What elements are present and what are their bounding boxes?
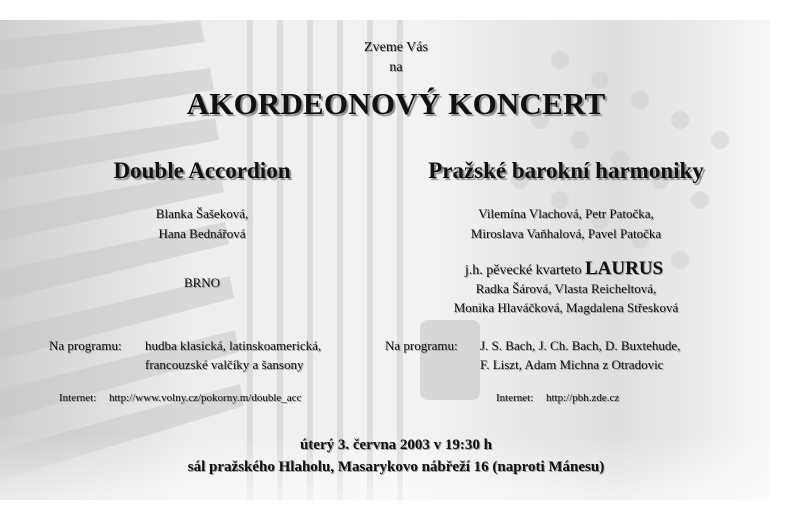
right-internet-label: Internet: (496, 392, 534, 404)
concert-title: AKORDEONOVÝ KONCERT (186, 86, 606, 121)
guest-quartet-name: LAURUS (585, 258, 664, 279)
left-internet-label: Internet: (59, 392, 97, 404)
right-member-line-2: Miroslava Vaňhalová, Pavel Patočka (470, 226, 662, 241)
right-program-label: Na programu: (385, 338, 458, 353)
right-program-line-1: J. S. Bach, J. Ch. Bach, D. Buxtehude, (480, 338, 681, 353)
left-member-1: Blanka Šašeková, (155, 206, 249, 221)
right-member-line-1: Vilemína Vlachová, Petr Patočka, (478, 206, 654, 221)
guest-member-line-1: Radka Šárová, Vlasta Reicheltová, (475, 281, 657, 296)
guest-quartet-prefix: j.h. pěvecké kvarteto (464, 263, 582, 278)
left-program-line-1: hudba klasická, latinskoamerická, (145, 338, 322, 353)
event-venue: sál pražského Hlaholu, Masarykovo nábřeží 16 (naproti Mánesu) (187, 459, 605, 475)
left-program-label: Na programu: (49, 338, 122, 353)
guest-member-line-2: Monika Hlaváčková, Magdalena Střesková (453, 300, 679, 315)
right-ensemble-name: Pražské barokní harmoniky (428, 158, 704, 183)
left-ensemble-name: Double Accordion (113, 158, 291, 183)
guest-quartet-line (465, 258, 663, 280)
left-program-line-2: francouzské valčíky a šansony (145, 357, 304, 372)
invitation-line-1: Zveme Vás (364, 40, 428, 55)
right-program-line-2: F. Liszt, Adam Michna z Otradovic (480, 357, 664, 372)
event-datetime: úterý 3. června 2003 v 19:30 h (299, 437, 493, 453)
left-city: BRNO (183, 275, 221, 290)
right-internet-url: http://pbh.zde.cz (546, 392, 620, 404)
left-internet-url: http://www.volny.cz/pokorny.m/double_acc (109, 392, 302, 404)
invitation-line-2: na (389, 60, 403, 75)
left-member-2: Hana Bednářová (158, 226, 246, 241)
